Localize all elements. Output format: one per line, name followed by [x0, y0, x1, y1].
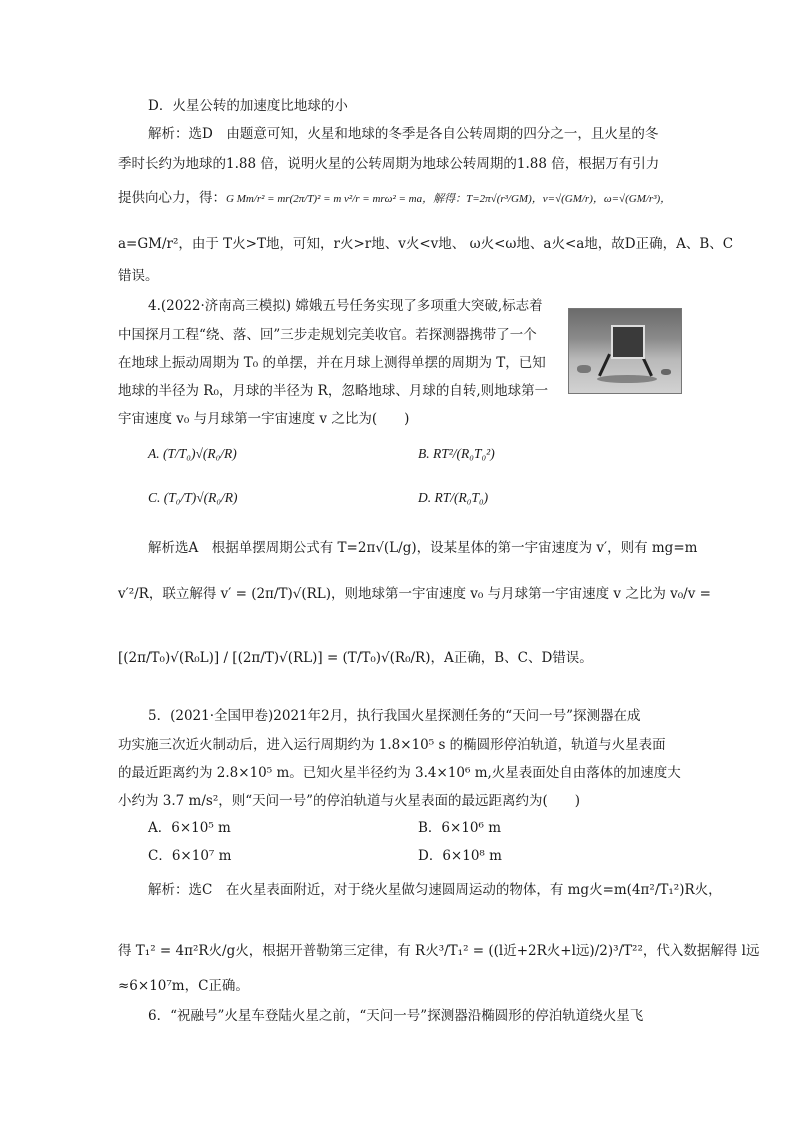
q3-line3-prefix: 提供向心力，得：	[118, 190, 226, 206]
q3-formula: G Mm/r² = mr(2π/T)² = m v²/r = mrω² = ma，解得：T=2π√(r³/GM)，v=√(GM/r)，ω=√(GM/r³)，	[226, 193, 672, 205]
q4-stem-line-3: 在地球上振动周期为 T₀ 的单摆，并在月球上测得单摆的周期为 T，已知	[118, 355, 546, 371]
q3-solution-line-5: 错误。	[118, 268, 159, 284]
q5-solution-line-2: 得 T₁² = 4π²R火/g火，根据开普勒第三定律，有 R火³/T₁² = ((l近+2R火+l远)/2)³/T²²，代入数据解得 l远	[118, 943, 760, 959]
q5-option-d: D．6×10⁸ m	[418, 848, 502, 864]
q3-solution-line-2: 季时长约为地球的1.88 倍，说明火星的公转周期为地球公转周期的1.88 倍，根据万有引力	[118, 156, 660, 172]
q4-solution-line-2: v′²/R，联立解得 v′ = (2π/T)√(RL)，则地球第一宇宙速度 v₀ 与月球第一宇宙速度 v 之比为 v₀/v =	[118, 586, 711, 602]
q4-option-a: A. (T/T₀)√(R₀/R)	[148, 446, 237, 461]
q4-option-c: C. (T₀/T)√(R₀/R)	[148, 490, 238, 505]
q5-option-c: C．6×10⁷ m	[148, 848, 232, 864]
q5-solution-line-3: ≈6×10⁷m，C正确。	[118, 978, 249, 994]
option-d-prev: D．火星公转的加速度比地球的小	[148, 98, 348, 114]
q5-solution-line-1: 解析：选C 在火星表面附近，对于绕火星做匀速圆周运动的物体，有 mg火=m(4π²/T₁²)R火，	[148, 882, 722, 898]
q5-stem-line-1: 5．(2021·全国甲卷)2021年2月，执行我国火星探测任务的“天问一号”探测器在成	[148, 708, 641, 724]
q4-stem-line-5: 宇宙速度 v₀ 与月球第一宇宙速度 v 之比为( )	[118, 411, 410, 427]
lunar-lander-photo	[568, 308, 682, 394]
q4-option-b: B. RT²/(R₀T₀²)	[418, 446, 495, 461]
q4-stem-line-1: 4.(2022·济南高三模拟) 嫦娥五号任务实现了多项重大突破,标志着	[148, 298, 543, 314]
q4-solution-line-1: 解析选A 根据单摆周期公式有 T=2π√(L/g)，设某星体的第一宇宙速度为 v′，则有 mg=m	[148, 540, 698, 556]
q3-solution-line-1: 解析：选D 由题意可知，火星和地球的冬季是各自公转周期的四分之一，且火星的冬	[148, 126, 659, 142]
q4-option-d: D. RT/(R₀T₀)	[418, 490, 489, 505]
q3-solution-line-4: a=GM/r²，由于 T火>T地，可知，r火>r地、v火<v地、 ω火<ω地、a火<a地，故D正确，A、B、C	[118, 236, 734, 252]
q5-stem-line-4: 小约为 3.7 m/s²，则“天问一号”的停泊轨道与火星表面的最远距离约为( )	[118, 793, 581, 809]
q5-option-b: B．6×10⁶ m	[418, 820, 502, 836]
q4-solution-line-3: [(2π/T₀)√(R₀L)] / [(2π/T)√(RL)] = (T/T₀)√(R₀/R)，A正确，B、C、D错误。	[118, 650, 593, 666]
q4-stem-line-4: 地球的半径为 R₀，月球的半径为 R，忽略地球、月球的自转,则地球第一	[118, 383, 549, 399]
q3-solution-line-3	[118, 188, 671, 209]
q5-option-a: A．6×10⁵ m	[148, 820, 231, 836]
q5-stem-line-2: 功实施三次近火制动后，进入运行周期约为 1.8×10⁵ s 的椭圆形停泊轨道，轨道与火星表面	[118, 737, 666, 753]
q5-stem-line-3: 的最近距离约为 2.8×10⁵ m。已知火星半径约为 3.4×10⁶ m,火星表面处自由落体的加速度大	[118, 765, 681, 781]
q4-stem-line-2: 中国探月工程“绕、落、回”三步走规划完美收官。若探测器携带了一个	[118, 327, 537, 343]
q6-stem-line-1: 6．“祝融号”火星车登陆火星之前，“天问一号”探测器沿椭圆形的停泊轨道绕火星飞	[148, 1008, 644, 1024]
